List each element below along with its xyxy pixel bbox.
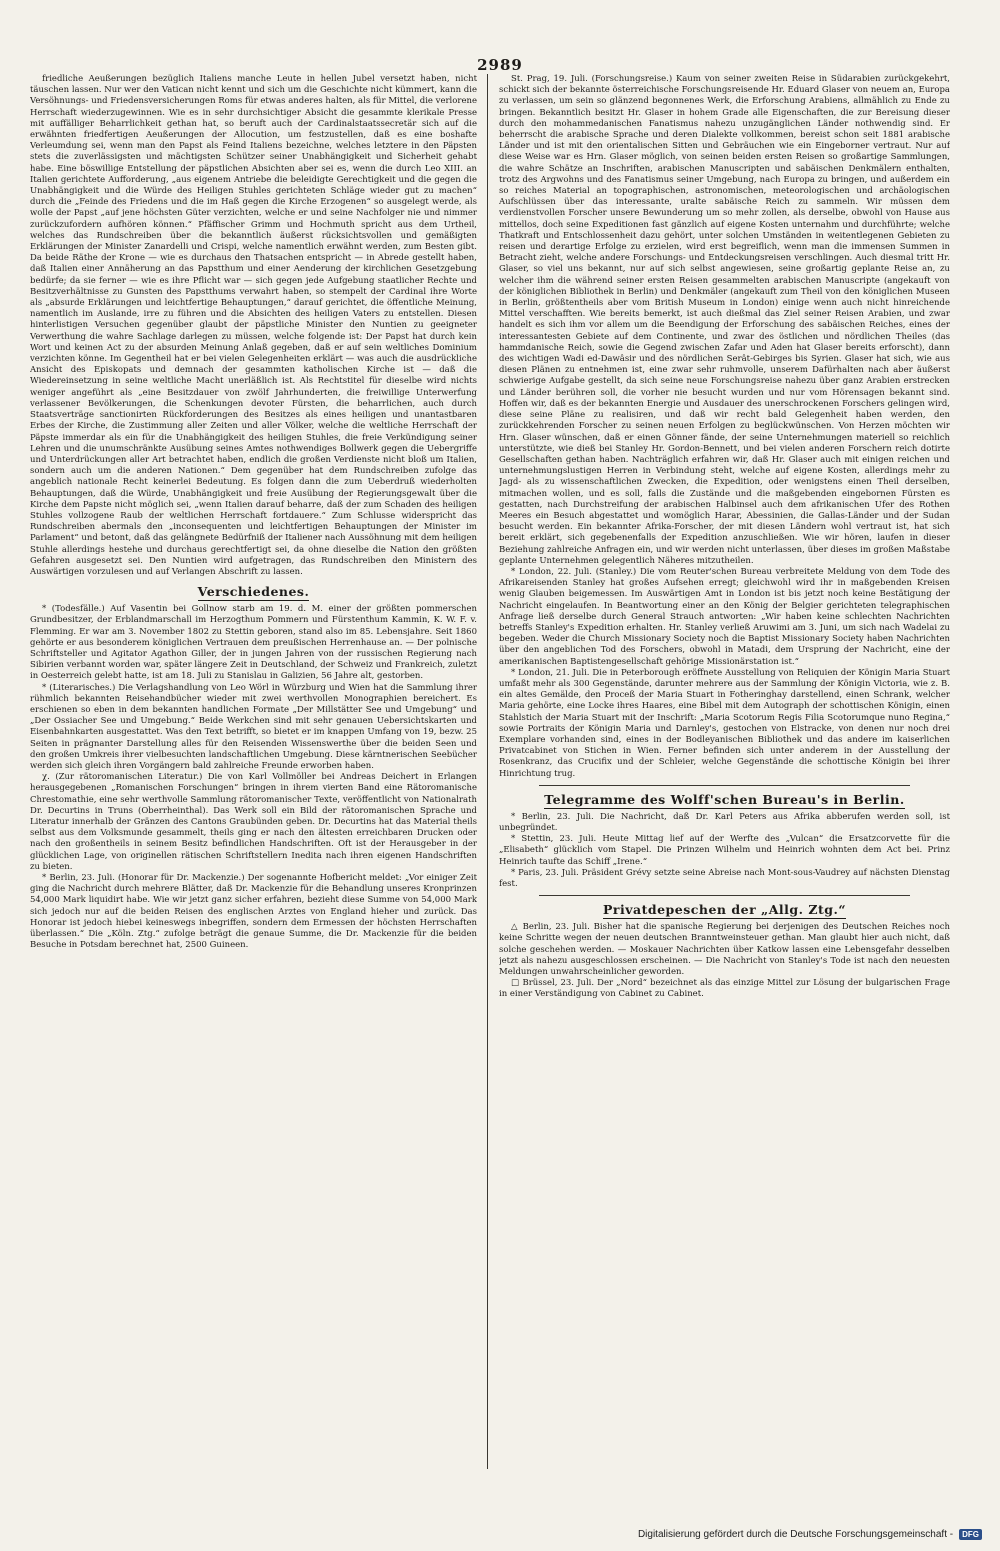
section-title-telegramme: Telegramme des Wolff'schen Bureau's in Berlin.	[544, 791, 905, 807]
page-number: 2989	[477, 56, 523, 74]
news-item: * (Todesfälle.) Auf Vasentin bei Gollnow starb am 19. d. M. einer der größten pommerschen Grundbesitzer, der Erblandmarschall im Herzogthum Pommern und Fürstenthum Kammin, K. W. F. v. Flemming. Er war am 3. November 1802 zu Stettin geboren, stand also im 85. Lebensjahre. Seit 1860 gehörte er aus besonderem königlichen Vertrauen dem preußischen Herrenhause an. — Der polnische Schriftsteller und Agitator Agathon Giller, der in jungen Jahren von der russischen Regierung nach Sibirien verbannt worden war, später längere Zeit in Deutschland, der Schweiz und Frankreich, zuletzt in Oesterreich gelebt hatte, ist am 18. Juli zu Stanislau in Galizien, 56 Jahre alt, gestorben.	[30, 604, 477, 682]
telegram-item: * Paris, 23. Juli. Präsident Grévy setzte seine Abreise nach Mont-sous-Vaudrey auf nächsten Dienstag fest.	[499, 867, 950, 890]
right-column	[499, 74, 950, 1519]
section-separator	[539, 785, 910, 786]
news-item: * Berlin, 23. Juli. (Honorar für Dr. Mackenzie.) Der sogenannte Hofbericht meldet: „Vor einiger Zeit ging die Nachricht durch mehrere Blätter, daß Dr. Mackenzie für die Behandlung unseres Kronprinzen 54,000 Mark liquidirt habe. Wie wir jetzt ganz sicher erfahren, bezieht diese Summe von 54,000 Mark sich jedoch nur auf die beiden Reisen des englischen Arztes von England hieher und zurück. Das Honorar ist jedoch hiebei keineswegs inbegriffen, sondern dem Ermessen der höchsten Herrschaften überlassen.“ Die „Köln. Ztg.“ zufolge beträgt die genaue Summe, die Dr. Mackenzie für die beiden Besuche in Potsdam berechnet hat, 2500 Guineen.	[30, 873, 477, 951]
section-separator	[539, 895, 910, 896]
dfg-logo: DFG	[959, 1529, 982, 1540]
news-item: * London, 21. Juli. Die in Peterborough eröffnete Ausstellung von Reliquien der Königin Maria Stuart umfaßt mehr als 300 Gegenstände, darunter mehrere aus der Sammlung der Königin Victoria, wie z. B. ein altes Gemälde, den Proceß der Maria Stuart in Fotheringhay darstellend, einen Schrank, welcher Maria gehörte, eine Locke ihres Haares, eine Bibel mit dem Autograph der schottischen Königin, einen Stahlstich der Maria Stuart mit der Inschrift: „Maria Scotorum Regis Filia Scotorumque nuno Regina,“ sowie Portraits der Königin Maria und Darnley's, gestochen von Elstracke, von denen nur noch drei Exemplare vorhanden sind, eines in der Bodleyanischen Bibliothek und das andere im kaiserlichen Privatcabinet von Stichen in Wien. Ferner befinden sich unter anderem in der Ausstellung der Rosenkranz, das Crucifix und der Schleier, welche Gegenstände die schottische Königin bei ihrer Hinrichtung trug.	[499, 667, 950, 779]
news-item: St. Prag, 19. Juli. (Forschungsreise.) Kaum von seiner zweiten Reise in Südarabien zurückgekehrt, schickt sich der bekannte österreichische Forschungsreisende Hr. Eduard Glaser von neuem an, Europa zu verlassen, um sein so glänzend begonnenes Werk, die Erforschung Arabiens, allmählich zu Ende zu bringen. Bekanntlich besitzt Hr. Glaser in hohem Grade alle Eigenschaften, die zur Bereisung dieser durch den mohammedanischen Fanatismus nahezu unzugänglichen Länder nothwendig sind. Er beherrscht die arabische Sprache und deren Dialekte vollkommen, bereist schon seit 1881 arabische Länder und ist mit den orientalischen Sitten und Gebräuchen wie ein Eingeborner vertraut. Nur auf diese Weise war es Hrn. Glaser möglich, von seinen beiden ersten Reisen so großartige Sammlungen, die wahre Schätze an Inschriften, arabischen Manuscripten und sabäischen Denkmälern enthalten, trotz des Argwohns und des Fanatismus seiner Umgebung, nach Europa zu bringen, und außerdem ein so reiches Material an topographischen, astronomischen, meteorologischen und archäologischen Aufschlüssen über das interessante, uralte sabäische Reich zu sammeln. Wir müssen dem verdienstvollen Forscher unsere Bewunderung um so mehr zollen, als derselbe, obwohl von Hause aus mittellos, doch seine Expeditionen fast gänzlich auf eigene Kosten unternahm und durchführte; welche Thatkraft und Entschlossenheit dazu gehört, unter solchen Umständen in weitentlegenen Gebieten zu reisen und derartige Erfolge zu erzielen, wird erst begreiflich, wenn man die immensen Summen in Betracht zieht, welche andere Forschungs- und Entdeckungsreisen verschlingen. Auch diesmal tritt Hr. Glaser, so viel uns bekannt, nur auf sich selbst angewiesen, seine großartig geplante Reise an, zu welcher ihm die während seiner ersten Reisen gesammelten arabischen Manuscripte (angekauft von der königlichen Bibliothek in Berlin) und Denkmäler (angekauft zum Theil von den königlichen Museen in Berlin, größtentheils aber vom British Museum in London) einige wenn auch nicht hinreichende Mittel verschafften. Wie bereits bemerkt, ist auch dießmal das Ziel seiner Reisen Arabien, und zwar handelt es sich ihm vor allem um die Beendigung der Erforschung des sabäischen Reiches, eines der interessantesten Gebiete auf dem Continente, und zwar des östlichen und nördlichen Theiles (das hammdanische Reich, sowie die Gegend zwischen Zafar und Aden hat Glaser bereits erforscht), dann des wichtigen Wadi ed-Dawâsir und des nördlichen Serât-Gebirges bis Syrien. Glaser hat sich, wie aus diesen Plänen zu entnehmen ist, eine zwar sehr ruhmvolle, unserem Dafürhalten nach aber äußerst schwierige Aufgabe gestellt, da sich seine neue Forschungsreise nahezu über ganz Arabien erstrecken und Länder berühren soll, die vorher nie besucht wurden und nur vom Hörensagen bekannt sind. Hoffen wir, daß es der bekannten Energie und Ausdauer des unerschrockenen Forschers gelingen wird, diese seine Pläne zu realisiren, und daß wir recht bald Gelegenheit haben werden, den zurückkehrenden Forscher zu seinen neuen Erfolgen zu beglückwünschen. Von Herzen möchten wir Hrn. Glaser wünschen, daß er einen Gönner fände, der seine Unternehmungen materiell so reichlich unterstützte, wie dieß bei Stanley Hr. Gordon-Bennett, und bei vielen anderen Forschern reich dotirte Gesellschaften gethan haben. Nachträglich erfahren wir, daß Hr. Glaser auch mit einigen reichen und unternehmungslustigen Herren in Verbindung steht, welche auf eigene Kosten, allerdings mehr zu Jagd- als zu wissenschaftlichen Zwecken, die Expedition, oder wenigstens einen Theil derselben, mitmachen wollen, und es soll, falls die Zustände und die maßgebenden eingebornen Fürsten es gestatten, nach Durchstreifung der arabischen Halbinsel auch dem afrikanischen Ufer des Rothen Meeres ein Besuch abgestattet und womöglich Harar, Abessinien, die Gallas-Länder und der Sudan besucht werden. Ein bekannter Afrika-Forscher, der mit diesen Ländern wohl vertraut ist, hat sich bereit erklärt, sich gegebenenfalls der Expedition anzuschließen. Wie wir hören, laufen in dieser Beziehung zahlreiche Anfragen ein, und wir werden nicht unterlassen, über dieses im großen Maßstabe geplante Unternehmen gelegentlich Näheres mitzutheilen.	[499, 74, 950, 566]
left-column	[30, 74, 477, 1459]
dispatch-item: □ Brüssel, 23. Juli. Der „Nord“ bezeichnet als das einzige Mittel zur Lösung der bulgarischen Frage in einer Verständigung von Cabinet zu Cabinet.	[499, 978, 950, 1000]
column-rule	[487, 74, 488, 1469]
telegram-item: * Stettin, 23. Juli. Heute Mittag lief auf der Werfte des „Vulcan“ die Ersatzcorvette für die „Elisabeth“ glücklich vom Stapel. Die Prinzen Wilhelm und Heinrich wohnten dem Act bei. Prinz Heinrich taufte das Schiff „Irene.“	[499, 834, 950, 867]
telegram-item: * Berlin, 23. Juli. Die Nachricht, daß Dr. Karl Peters aus Afrika abberufen werden soll, ist unbegründet.	[499, 811, 950, 833]
news-item: * London, 22. Juli. (Stanley.) Die vom Reuter'schen Bureau verbreitete Meldung von dem Tode des Afrikareisenden Stanley hat großes Aufsehen erregt; gleichwohl wird ihr in maßgebenden Kreisen wenig Glauben beigemessen. Im Auswärtigen Amt in London ist bis jetzt noch keine Bestätigung der Nachricht eingelaufen. In Beantwortung einer an den König der Belgier gerichteten telegraphischen Anfrage ließ derselbe durch General Strauch antworten: „Wir haben keine schlechten Nachrichten betreffs Stanley's Expedition erhalten. Hr. Stanley verließ Aruwimi am 3. Juni, um sich nach Wadelai zu begeben. Weder die Church Missionary Society noch die Baptist Missionary Society haben Nachrichten über den angeblichen Tod des Forschers, obwohl in Matadi, dem Ursprung der Nachricht, eine der amerikanischen Baptistengesellschaft gehörige Missionärstation ist.“	[499, 566, 950, 667]
section-title-verschiedenes: Verschiedenes.	[197, 584, 310, 600]
footer-text: Digitalisierung gefördert durch die Deutsche Forschungsgemeinschaft -	[637, 1529, 954, 1540]
news-item: * (Literarisches.) Die Verlagshandlung von Leo Wörl in Würzburg und Wien hat die Sammlung ihrer rühmlich bekannten Reisehandbücher wieder mit zwei werthvollen Monographien bereichert. Es erschienen so eben in dem bekannten handlichen Formate „Der Millstätter See und Umgebung“ und „Der Ossiacher See und Umgebung.“ Beide Werkchen sind mit sehr genauen Uebersichtskarten und Eisenbahnkarten ausgestattet. Was den Text betrifft, so bietet er im knappen Umfang von 19, bezw. 25 Seiten in prägnanter Darstellung alles für den Reisenden Wissenswerthe über die beiden Seen und den großen Umkreis ihrer vielbesuchten landschaftlichen Umgebung. Diese kärntnerischen Seebücher werden sich gleich ihren Vorgängern bald zahlreiche Freunde erworben haben.	[30, 682, 477, 771]
news-item: χ. (Zur rätoromanischen Literatur.) Die von Karl Vollmöller bei Andreas Deichert in Erlangen herausgegebenen „Romanischen Forschungen“ bringen in ihrem vierten Band eine Rätoromanische Chrestomathie, eine sehr werthvolle Sammlung rätoromanischer Texte, veröffentlicht von Nationalrath Dr. Decurtins in Truns (Oberrheinthal). Das Werk soll ein Bild der rätoromanischen Sprache und Literatur innerhalb der Gränzen des Cantons Graubünden geben. Dr. Decurtins hat das Material theils selbst aus dem Volksmunde gesammelt, theils ging er nach den ältesten erreichbaren Drucken oder nach den großentheils in seinem Besitz befindlichen Handschriften. Oft ist der Herausgeber in der glücklichen Lage, von originellen rätischen Schriftstellern Inedita nach ihren eigenen Handschriften zu bieten.	[30, 772, 477, 872]
footer	[638, 1529, 982, 1540]
dispatch-item: △ Berlin, 23. Juli. Bisher hat die spanische Regierung bei derjenigen des Deutschen Reiches noch keine Schritte wegen der neuen deutschen Branntweinsteuer gethan. Man glaubt hier auch nicht, daß solche geschehen werden. — Moskauer Nachrichten über Katkow lassen eine Lebensgefahr desselben jetzt als nahezu ausgeschlossen erscheinen. — Die Nachricht von Stanley's Tode ist nach den neuesten Meldungen unwahrscheinlicher geworden.	[499, 922, 950, 978]
section-title-privatdepeschen: Privatdepeschen der „Allg. Ztg.“	[602, 902, 847, 918]
article-paragraph: friedliche Aeußerungen bezüglich Italiens manche Leute in hellen Jubel versetzt haben, nicht täuschen lassen. Nur wer den Vatican nicht kennt und sich um die Geschichte nicht kümmert, kann die Versöhnungs- und Friedensversicherungen Roms für etwas anderes halten, als für Mittel, die verlorene Herrschaft wiederzugewinnen. Wie es in sehr durchsichtiger Absicht die gesammte klerikale Presse mit auffälliger Beharrlichkeit gethan hat, so beruft auch der Cardinalstaatssecretär sich auf die erwähnten friedfertigen Aeußerungen der Allocution, um festzustellen, daß es eine boshafte Verleumdung sei, wenn man den Papst als Feind Italiens bezeichne, welches letztere in den Päpsten stets die zuverlässigsten und mächtigsten Schützer seiner Unabhängigkeit und Sicherheit gehabt habe. Eine böswillige Entstellung der päpstlichen Absichten aber sei es, wenn die durch Leo XIII. an Italien gerichtete Aufforderung, „aus eigenem Antriebe die beleidigte Gerechtigkeit und die gegen die Unabhängigkeit und die Würde des Heiligen Stuhles gerichteten Schläge wieder gut zu machen“ durch die „Feinde des Friedens und die im Haß gegen die Kirche Erzogenen“ so ausgelegt werde, als wolle der Papst „auf jene höchsten Güter verzichten, welche er und seine Nachfolger nie und nimmer zurückzufordern aufhören können.“ Pfäffischer Grimm und Hochmuth spricht aus dem Urtheil, welches das Rundschreiben über die bekanntlich äußerst rücksichtsvollen und gemäßigten Erklärungen der Minister Zanardelli und Crispi, welche namentlich erwähnt werden, zum Besten gibt. Da beide Räthe der Krone — wie es durchaus den Thatsachen entspricht — in Abrede gestellt haben, daß Italien einer Annäherung an das Papstthum und einer Aenderung der kirchlichen Gesetzgebung bedürfe; da sie ferner — wie es ihre Pflicht war — sich gegen jede Aufgebung staatlicher Rechte und Besitzverhältnisse zu Gunsten des Papstthums verwahrt haben, so stempelt der Cardinal ihre Worte als „absurde Erklärungen und leichtfertige Behauptungen,“ darauf gerichtet, die öffentliche Meinung, namentlich im Auslande, irre zu führen und die Absichten des heiligen Vaters zu entstellen. Diesen hinterlistigen Versuchen gegenüber glaubt der päpstliche Minister den Nuntien zu geeigneter Verwerthung die wahre Sachlage darlegen zu müssen, welche folgende ist: Der Papst hat durch kein Wort und keinen Act zu der absurden Meinung Anlaß gegeben, daß er auf sein weltliches Dominium verzichten könne. Im Gegentheil hat er bei vielen Gelegenheiten erklärt — was auch die ausdrückliche Ansicht des Episkopats und demnach der gesammten katholischen Kirche ist — daß die Wiedereinsetzung in seine weltliche Macht unerläßlich ist. Als Rechtstitel für dieselbe wird nichts weniger angeführt als „eine Besitzdauer von zwölf Jahrhunderten, die freiwillige Unterwerfung verlassener Bevölkerungen, die Schenkungen devoter Fürsten, die beharrlichen, auch durch Staatsverträge sanctionirten Rückforderungen des Besitzes als eines heiligen und unantastbaren Erbes der Kirche, die Zustimmung aller Zeiten und aller Völker, welche die weltliche Herrschaft der Päpste immerdar als ein für die Unabhängigkeit des heiligen Stuhles, die freie Verkündigung seiner Lehren und die unumschränkte Ausübung seines Amtes nothwendiges Bollwerk gegen die Uebergriffe und Unterdrückungen aller Art betrachtet haben, endlich die großen Verdienste nicht bloß um Italien, sondern auch um die anderen Nationen.“ Dem gegenüber hat dem Rundschreiben zufolge das angeblich nationale Recht keinerlei Bedeutung. Es folgen dann die zum Ueberdruß wiederholten Behauptungen, daß die Würde, Unabhängigkeit und freie Ausübung der Regierungsgewalt über die Kirche dem Papste nicht möglich sei, „wenn Italien darauf beharre, daß der zum Schaden des heiligen Stuhles vollzogene Raub der weltlichen Herrschaft fortdauere.“ Zum Schlusse widerspricht das Rundschreiben abermals den „inconsequenten und leichtfertigen Behauptungen der Minister im Parlament“ und betont, daß das gelängnete Bedürfniß der Italiener nach Aussöhnung mit dem heiligen Stuhle allerdings hestehe und durchaus gerechtfertigt sei, da ohne dieselbe die Nation den größten Gefahren ausgesetzt sei. Den Nuntien wird aufgetragen, das Rundschreiben den Ministern des Auswärtigen vorzulesen und auf Verlangen Abschrift zu lassen.	[30, 74, 477, 577]
